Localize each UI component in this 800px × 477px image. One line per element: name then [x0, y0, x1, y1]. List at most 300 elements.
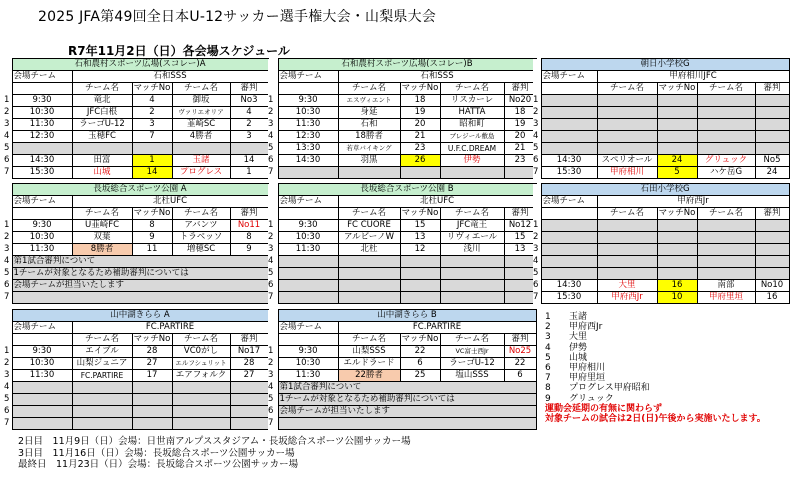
table-cell — [440, 167, 504, 179]
venue-name: 朝日小学校G — [541, 59, 789, 71]
row-number: 2 — [268, 107, 278, 119]
row-number: 2 — [268, 232, 278, 244]
table-cell — [172, 394, 230, 406]
table-cell: 11:30 — [12, 370, 72, 382]
table-cell — [755, 220, 789, 232]
table-cell — [278, 292, 338, 304]
table-cell: 14:30 — [541, 280, 597, 292]
table-cell: チーム名 — [697, 208, 755, 220]
table-row — [4, 143, 268, 155]
table-cell — [230, 143, 268, 155]
table-cell — [697, 220, 755, 232]
table-cell — [230, 406, 268, 418]
note-line: 第1試合審判について — [278, 382, 536, 394]
venue-name: 山中湖きらら B — [278, 310, 536, 322]
row-number: 3 — [533, 119, 541, 131]
table-row — [268, 346, 536, 358]
venue-table-ishida — [533, 183, 790, 304]
table-cell: 若草バイキング — [338, 143, 400, 155]
table-cell: 昭和町 — [440, 119, 504, 131]
table-cell: 甲府西Jr — [597, 292, 657, 304]
table-cell: No20 — [504, 95, 536, 107]
row-number: 4 — [268, 382, 278, 394]
table-cell — [541, 119, 597, 131]
table-row — [533, 95, 789, 107]
row-number — [268, 334, 278, 346]
table-cell: 8勝者 — [72, 244, 132, 256]
table-cell: 5 — [657, 167, 697, 179]
table-cell — [755, 131, 789, 143]
table-cell: JFC白根 — [72, 107, 132, 119]
row-number: 4 — [268, 131, 278, 143]
table-cell: 14:30 — [278, 155, 338, 167]
row-number: 3 — [268, 119, 278, 131]
table-row — [533, 167, 789, 179]
table-cell: 15 — [504, 232, 536, 244]
table-cell — [657, 131, 697, 143]
row-number: 1 — [4, 220, 12, 232]
table-row — [268, 232, 536, 244]
table-cell: チーム名 — [172, 334, 230, 346]
table-cell: アルビーノW — [338, 232, 400, 244]
row-number: 7 — [268, 418, 278, 430]
table-cell — [132, 394, 172, 406]
table-cell — [172, 382, 230, 394]
table-cell: 14 — [230, 155, 268, 167]
table-row — [4, 107, 268, 119]
table-cell: 会場チーム — [12, 196, 72, 208]
row-number — [4, 184, 12, 196]
table-cell: 9:30 — [278, 220, 338, 232]
row-number: 5 — [533, 268, 541, 280]
table-cell: 竜北 — [72, 95, 132, 107]
table-cell: 双葉 — [72, 232, 132, 244]
table-cell: 23 — [400, 143, 440, 155]
table-row — [4, 167, 268, 179]
table-row — [4, 358, 268, 370]
table-cell: 19 — [504, 119, 536, 131]
table-cell: 20 — [504, 131, 536, 143]
table-cell — [657, 220, 697, 232]
table-cell: 1 — [132, 155, 172, 167]
venue-name: 石和農村スポーツ広場(スコレー)A — [12, 59, 268, 71]
table-cell: 9 — [132, 232, 172, 244]
table-cell — [541, 107, 597, 119]
table-cell — [400, 292, 440, 304]
table-cell: 9:30 — [12, 346, 72, 358]
venue-table-yamanakako-a — [4, 309, 269, 430]
table-cell — [755, 232, 789, 244]
row-number — [268, 83, 278, 95]
table-cell: JFC竜王 — [440, 220, 504, 232]
table-cell: 10:30 — [12, 232, 72, 244]
table-cell — [12, 292, 268, 304]
table-cell — [400, 167, 440, 179]
table-cell — [504, 268, 536, 280]
page-subtitle: R7年11月2日（日）各会場スケジュール — [68, 44, 290, 58]
footer-line: 最終日 11月23日（日）会場：長坂総合スポーツ公園サッカー場 — [18, 459, 299, 470]
row-number: 3 — [4, 244, 12, 256]
table-row — [4, 370, 268, 382]
row-number: 7 — [4, 167, 12, 179]
table-cell — [12, 208, 72, 220]
table-cell: No3 — [230, 95, 268, 107]
table-cell: 4勝者 — [172, 131, 230, 143]
table-row — [268, 220, 536, 232]
row-number: 7 — [533, 167, 541, 179]
table-cell — [440, 256, 504, 268]
table-cell: 16 — [657, 280, 697, 292]
table-cell — [755, 244, 789, 256]
table-cell: 会場チーム — [541, 196, 597, 208]
legend-item: 3 大里 — [545, 332, 588, 343]
table-row — [268, 119, 536, 131]
table-cell — [230, 394, 268, 406]
table-cell — [755, 256, 789, 268]
table-cell: マッチNo — [658, 208, 696, 219]
row-number: 1 — [533, 95, 541, 107]
venue-name: 山中湖きらら A — [12, 310, 268, 322]
table-cell: 11:30 — [12, 244, 72, 256]
row-number — [268, 310, 278, 322]
table-cell: 2 — [230, 119, 268, 131]
table-cell — [597, 220, 657, 232]
table-cell: エルフシュリット — [172, 358, 230, 370]
table-cell: 身延 — [338, 107, 400, 119]
table-cell: 14:30 — [541, 155, 597, 167]
table-cell: チーム名 — [597, 208, 657, 220]
venue-table-isawa-a — [4, 58, 269, 179]
table-cell: U.F.C.DREAM — [440, 143, 504, 155]
table-cell: 19 — [400, 107, 440, 119]
legend-item: 6 甲府相川 — [545, 363, 606, 374]
table-cell: 20 — [400, 119, 440, 131]
table-cell — [504, 167, 536, 179]
table-cell — [230, 418, 268, 430]
row-number — [268, 322, 278, 334]
table-cell: マッチNo — [133, 208, 171, 219]
table-cell: チーム名 — [440, 334, 504, 346]
table-cell: ヴァリエオリア — [172, 107, 230, 119]
table-cell: 9:30 — [278, 346, 338, 358]
table-cell — [72, 143, 132, 155]
table-cell: No10 — [755, 280, 789, 292]
row-number: 2 — [4, 107, 12, 119]
table-row — [4, 155, 268, 167]
table-cell: VC富士西Jr — [440, 346, 504, 358]
table-cell: マッチNo — [401, 83, 439, 94]
venue-table-asahi — [533, 58, 790, 179]
table-cell — [597, 119, 657, 131]
row-number: 5 — [268, 143, 278, 155]
table-cell — [597, 232, 657, 244]
table-cell: No17 — [230, 346, 268, 358]
table-cell — [697, 232, 755, 244]
table-cell — [755, 107, 789, 119]
note-line: 会場チームが担当いたします — [278, 406, 536, 418]
table-row — [533, 292, 789, 304]
table-cell: No5 — [755, 155, 789, 167]
table-cell: 甲府相川 — [597, 167, 657, 179]
table-cell — [697, 256, 755, 268]
table-row — [268, 155, 536, 167]
table-cell: ラーゴU-12 — [440, 358, 504, 370]
table-cell — [657, 268, 697, 280]
table-cell — [541, 131, 597, 143]
table-cell — [504, 280, 536, 292]
table-cell: 11:30 — [12, 119, 72, 131]
row-number — [4, 196, 12, 208]
table-cell — [597, 107, 657, 119]
referee-header: 審判 — [230, 83, 268, 95]
table-cell: 韮崎SC — [172, 119, 230, 131]
table-cell — [697, 143, 755, 155]
table-cell — [400, 256, 440, 268]
row-number: 6 — [268, 155, 278, 167]
row-number: 4 — [268, 256, 278, 268]
table-cell: 11:30 — [278, 370, 338, 382]
table-cell: 11:30 — [278, 244, 338, 256]
table-row — [4, 346, 268, 358]
table-cell — [697, 131, 755, 143]
venue-host: 北杜UFC — [338, 196, 536, 208]
table-cell: 玉穂FC — [72, 131, 132, 143]
table-cell: 18勝者 — [338, 131, 400, 143]
table-cell: 25 — [400, 370, 440, 382]
table-cell: プログレス — [172, 167, 230, 179]
table-cell: 山城 — [72, 167, 132, 179]
table-cell: 11:30 — [278, 119, 338, 131]
row-number: 2 — [4, 232, 12, 244]
table-cell: HATTA — [440, 107, 504, 119]
table-cell — [12, 334, 72, 346]
table-cell: 12 — [400, 244, 440, 256]
table-cell: No25 — [504, 346, 536, 358]
table-cell: 審判 — [230, 208, 268, 220]
row-number — [533, 59, 541, 71]
row-number: 3 — [4, 119, 12, 131]
row-number: 6 — [533, 155, 541, 167]
row-number — [533, 196, 541, 208]
table-cell: 甲府里垣 — [697, 292, 755, 304]
table-cell — [697, 119, 755, 131]
legend-item: 1 玉諸 — [545, 312, 588, 322]
table-cell: 会場チーム — [12, 322, 72, 334]
table-cell: チーム名 — [597, 83, 657, 95]
table-cell: 玉諸 — [172, 155, 230, 167]
table-cell — [541, 208, 597, 220]
table-cell — [755, 268, 789, 280]
row-number — [268, 184, 278, 196]
table-cell — [697, 95, 755, 107]
row-number: 2 — [533, 232, 541, 244]
row-number: 4 — [4, 131, 12, 143]
table-cell — [657, 107, 697, 119]
page-title: 2025 JFA第49回全日本U-12サッカー選手権大会・山梨県大会 — [38, 9, 436, 25]
row-number — [533, 208, 541, 220]
table-cell: ラーゴU-12 — [72, 119, 132, 131]
table-cell — [755, 143, 789, 155]
table-cell: トラベッソ — [172, 232, 230, 244]
table-cell: 会場チーム — [278, 71, 338, 83]
table-cell: 9 — [230, 244, 268, 256]
table-cell: 18 — [504, 107, 536, 119]
table-cell: 15:30 — [541, 292, 597, 304]
table-row — [533, 155, 789, 167]
table-cell — [400, 268, 440, 280]
venue-host: 甲府相川JFC — [597, 71, 789, 83]
row-number: 4 — [4, 256, 12, 268]
table-cell — [541, 220, 597, 232]
venue-name: 長坂総合スポーツ公園 B — [278, 184, 536, 196]
table-cell — [72, 382, 132, 394]
note-line: 1チームが対象となるため補助審判については — [12, 268, 268, 280]
table-cell — [697, 268, 755, 280]
table-row — [533, 119, 789, 131]
table-cell: 田富 — [72, 155, 132, 167]
table-cell: 13 — [400, 232, 440, 244]
table-cell: 6 — [400, 358, 440, 370]
row-number: 4 — [533, 256, 541, 268]
table-cell: マッチNo — [133, 334, 171, 345]
row-number: 7 — [4, 418, 12, 430]
venue-name: 石和農村スポーツ広場(スコレー)B — [278, 59, 536, 71]
table-cell — [338, 256, 400, 268]
table-row — [4, 220, 268, 232]
table-cell: 13 — [504, 244, 536, 256]
table-row — [4, 232, 268, 244]
row-number: 2 — [4, 358, 12, 370]
table-cell: チーム名 — [440, 83, 504, 95]
table-cell — [697, 244, 755, 256]
table-cell: 会場チーム — [278, 322, 338, 334]
table-cell — [338, 268, 400, 280]
table-cell: 22 — [400, 346, 440, 358]
row-number: 3 — [268, 244, 278, 256]
row-number: 6 — [4, 406, 12, 418]
venue-host: 石和SSS — [72, 71, 268, 83]
table-cell — [657, 143, 697, 155]
row-number: 6 — [4, 280, 12, 292]
table-cell: 21 — [400, 131, 440, 143]
note-line: 第1試合審判について — [12, 256, 268, 268]
venue-host: 甲府西Jr — [597, 196, 789, 208]
table-cell: No11 — [230, 220, 268, 232]
table-cell: 羽黒 — [338, 155, 400, 167]
row-number: 4 — [4, 382, 12, 394]
table-row — [268, 95, 536, 107]
note-line: 1チームが対象となるため補助審判については — [278, 394, 536, 406]
table-cell: 1 — [230, 167, 268, 179]
table-cell — [278, 418, 536, 430]
table-row — [4, 131, 268, 143]
row-number: 1 — [268, 220, 278, 232]
table-cell: 南部 — [697, 280, 755, 292]
table-cell — [278, 280, 338, 292]
table-cell: 8 — [132, 220, 172, 232]
table-row — [533, 131, 789, 143]
footer-line: 2日目 11月9日（日）会場：日世南アルプススタジアム・長坂総合スポーツ公園サッカー場 — [18, 436, 411, 447]
table-cell: 審判 — [504, 83, 536, 95]
table-cell: 22勝者 — [338, 370, 400, 382]
table-cell: チーム名 — [72, 208, 132, 220]
row-number: 1 — [268, 346, 278, 358]
table-cell — [278, 268, 338, 280]
table-cell: 3 — [230, 131, 268, 143]
table-cell: エルドラード — [338, 358, 400, 370]
table-cell — [541, 244, 597, 256]
legend-note: 対象チームの試合は2日(日)午後から実施いたします。 — [545, 414, 766, 425]
table-cell — [132, 143, 172, 155]
row-number — [4, 71, 12, 83]
table-cell: 2 — [132, 107, 172, 119]
table-cell: 10:30 — [278, 232, 338, 244]
row-number — [533, 184, 541, 196]
table-cell — [278, 208, 338, 220]
table-cell — [12, 83, 72, 95]
row-number: 5 — [4, 394, 12, 406]
table-cell — [541, 95, 597, 107]
table-cell: チーム名 — [697, 83, 755, 95]
table-cell: 石和 — [338, 119, 400, 131]
table-cell: 山梨ジュニア — [72, 358, 132, 370]
table-cell: FC CUORE — [338, 220, 400, 232]
table-cell: 21 — [504, 143, 536, 155]
table-cell: 御坂 — [172, 95, 230, 107]
table-cell: チーム名 — [72, 334, 132, 346]
table-cell: 10:30 — [278, 107, 338, 119]
table-cell: 14 — [132, 167, 172, 179]
table-cell — [597, 244, 657, 256]
row-number — [4, 83, 12, 95]
table-cell: 24 — [755, 167, 789, 179]
team-name-header: チーム名 — [172, 83, 230, 95]
table-cell: 審判 — [504, 334, 536, 346]
table-row — [268, 370, 536, 382]
row-number — [533, 71, 541, 83]
table-cell: マッチNo — [658, 83, 696, 94]
table-cell — [657, 119, 697, 131]
table-cell — [12, 382, 72, 394]
footer-line: 3日目 11月16日（日）会場：長坂総合スポーツ公園サッカー場 — [18, 447, 295, 459]
table-cell: 15:30 — [12, 167, 72, 179]
table-cell: 審判 — [504, 208, 536, 220]
table-cell — [597, 131, 657, 143]
table-cell: 会場チーム — [541, 71, 597, 83]
table-cell: 審判 — [230, 334, 268, 346]
table-cell — [597, 143, 657, 155]
table-cell: 12:30 — [12, 131, 72, 143]
table-cell: ハケ岳G — [697, 167, 755, 179]
row-number: 7 — [4, 292, 12, 304]
legend-item: 2 甲府西Jr — [545, 322, 603, 333]
row-number: 1 — [533, 220, 541, 232]
table-cell: エイブル — [72, 346, 132, 358]
table-cell: 16 — [755, 292, 789, 304]
table-cell: 北杜 — [338, 244, 400, 256]
table-cell: 増穂SC — [172, 244, 230, 256]
table-cell — [657, 256, 697, 268]
table-cell — [72, 406, 132, 418]
table-cell: チーム名 — [338, 208, 400, 220]
table-cell: アバンツ — [172, 220, 230, 232]
table-cell: 18 — [400, 95, 440, 107]
schedule-footer — [18, 436, 411, 471]
legend-item: 8 プログレス甲府昭和 — [545, 383, 650, 394]
table-cell: スペリオール — [597, 155, 657, 167]
table-cell: 27 — [132, 358, 172, 370]
table-cell: 山梨SSS — [338, 346, 400, 358]
